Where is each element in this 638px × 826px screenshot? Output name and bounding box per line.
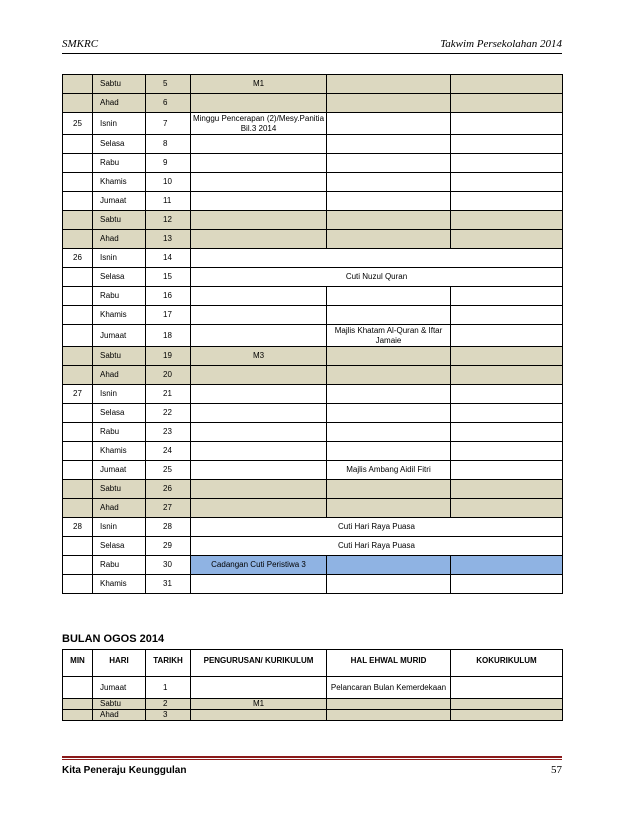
cell-pengurusan (191, 366, 327, 385)
cell-hal-ehwal (327, 556, 451, 575)
table-row (63, 710, 563, 721)
cell-tarikh: 6 (146, 94, 191, 113)
cell-hal-ehwal: Pelancaran Bulan Kemerdekaan (327, 677, 451, 699)
cell-hari: Selasa (93, 268, 146, 287)
cell-hari: Sabtu (93, 75, 146, 94)
cell-tarikh: 23 (146, 423, 191, 442)
cell-hari: Ahad (93, 710, 146, 721)
cell-min (63, 480, 93, 499)
table-row (63, 423, 563, 442)
footer-motto: Kita Peneraju Keunggulan (62, 765, 187, 776)
cell-hari: Khamis (93, 306, 146, 325)
cell-hari: Ahad (93, 94, 146, 113)
cell-min (63, 287, 93, 306)
cell-event-span: Cuti Hari Raya Puasa (191, 518, 563, 537)
header-school: SMKRC (62, 38, 99, 50)
cell-kokurikulum (451, 230, 563, 249)
cell-hari: Ahad (93, 366, 146, 385)
page-number: 57 (551, 764, 562, 776)
cell-tarikh: 12 (146, 211, 191, 230)
cell-pengurusan: M1 (191, 75, 327, 94)
table-row (63, 287, 563, 306)
cell-hari: Selasa (93, 537, 146, 556)
header-rule (62, 53, 562, 54)
cell-pengurusan (191, 710, 327, 721)
cell-tarikh: 2 (146, 699, 191, 710)
cell-kokurikulum (451, 287, 563, 306)
cell-hal-ehwal (327, 699, 451, 710)
cell-min (63, 306, 93, 325)
table-row (63, 385, 563, 404)
cell-kokurikulum (451, 499, 563, 518)
cell-min (63, 404, 93, 423)
cell-kokurikulum (451, 192, 563, 211)
cell-hari: Khamis (93, 173, 146, 192)
table-row (63, 575, 563, 594)
table-row (63, 94, 563, 113)
cell-pengurusan (191, 499, 327, 518)
cell-pengurusan (191, 306, 327, 325)
cell-pengurusan: Minggu Pencerapan (2)/Mesy.Panitia Bil.3 2014 (191, 113, 327, 135)
cell-pengurusan: M1 (191, 699, 327, 710)
cell-tarikh: 31 (146, 575, 191, 594)
cell-min (63, 230, 93, 249)
table-row (63, 366, 563, 385)
cell-kokurikulum (451, 173, 563, 192)
cell-hal-ehwal (327, 710, 451, 721)
table-row (63, 173, 563, 192)
table-row (63, 480, 563, 499)
cell-hari: Jumaat (93, 325, 146, 347)
cell-tarikh: 30 (146, 556, 191, 575)
cell-hari: Rabu (93, 556, 146, 575)
cell-tarikh: 8 (146, 135, 191, 154)
table-row (63, 135, 563, 154)
table-row (63, 518, 563, 537)
cell-hari: Sabtu (93, 211, 146, 230)
cell-kokurikulum (451, 575, 563, 594)
cell-tarikh: 16 (146, 287, 191, 306)
cell-hari: Isnin (93, 518, 146, 537)
table-row (63, 154, 563, 173)
cell-min (63, 677, 93, 699)
cell-min (63, 75, 93, 94)
cell-min (63, 442, 93, 461)
col-header-kokurikulum: KOKURIKULUM (451, 650, 563, 677)
cell-tarikh: 3 (146, 710, 191, 721)
cell-hal-ehwal (327, 173, 451, 192)
cell-kokurikulum (451, 75, 563, 94)
cell-event-span: Cuti Nuzul Quran (191, 268, 563, 287)
table-row (63, 699, 563, 710)
cell-hal-ehwal (327, 192, 451, 211)
cell-hal-ehwal (327, 442, 451, 461)
cell-min (63, 154, 93, 173)
cell-hal-ehwal (327, 135, 451, 154)
cell-hal-ehwal (327, 499, 451, 518)
cell-hal-ehwal (327, 211, 451, 230)
col-header-hari: HARI (93, 650, 146, 677)
cell-event-span: Cuti Hari Raya Puasa (191, 537, 563, 556)
cell-kokurikulum (451, 306, 563, 325)
table-row (63, 442, 563, 461)
cell-hari: Jumaat (93, 677, 146, 699)
table-row (63, 75, 563, 94)
col-header-tarikh: TARIKH (146, 650, 191, 677)
cell-pengurusan (191, 230, 327, 249)
cell-min (63, 325, 93, 347)
cell-min (63, 173, 93, 192)
cell-min (63, 575, 93, 594)
cell-hal-ehwal (327, 347, 451, 366)
cell-kokurikulum (451, 385, 563, 404)
cell-pengurusan (191, 480, 327, 499)
cell-tarikh: 17 (146, 306, 191, 325)
cell-pengurusan (191, 325, 327, 347)
cell-min (63, 94, 93, 113)
cell-min (63, 461, 93, 480)
cell-tarikh: 9 (146, 154, 191, 173)
cell-kokurikulum (451, 211, 563, 230)
cell-kokurikulum (451, 113, 563, 135)
cell-hari: Ahad (93, 230, 146, 249)
cell-pengurusan (191, 575, 327, 594)
cell-kokurikulum (451, 366, 563, 385)
cell-kokurikulum (451, 480, 563, 499)
cell-kokurikulum (451, 677, 563, 699)
cell-tarikh: 20 (146, 366, 191, 385)
cell-kokurikulum (451, 404, 563, 423)
cell-pengurusan (191, 135, 327, 154)
footer-rule-thin (62, 759, 562, 760)
cell-event-span (191, 249, 563, 268)
cell-hal-ehwal (327, 287, 451, 306)
cell-kokurikulum (451, 461, 563, 480)
table-row (63, 325, 563, 347)
cell-tarikh: 5 (146, 75, 191, 94)
cell-hari: Sabtu (93, 347, 146, 366)
cell-pengurusan (191, 173, 327, 192)
cell-hal-ehwal (327, 480, 451, 499)
cell-hari: Selasa (93, 404, 146, 423)
cell-hari: Khamis (93, 442, 146, 461)
cell-pengurusan (191, 287, 327, 306)
col-header-pengurusan: PENGURUSAN/ KURIKULUM (191, 650, 327, 677)
cell-min (63, 366, 93, 385)
table-row (63, 249, 563, 268)
cell-kokurikulum (451, 347, 563, 366)
table-row (63, 499, 563, 518)
cell-tarikh: 27 (146, 499, 191, 518)
cell-hal-ehwal (327, 113, 451, 135)
cell-tarikh: 26 (146, 480, 191, 499)
cell-hari: Sabtu (93, 480, 146, 499)
cell-tarikh: 21 (146, 385, 191, 404)
cell-pengurusan (191, 677, 327, 699)
cell-min: 25 (63, 113, 93, 135)
cell-min (63, 710, 93, 721)
col-header-hal-ehwal: HAL EHWAL MURID (327, 650, 451, 677)
cell-pengurusan (191, 442, 327, 461)
cell-pengurusan (191, 211, 327, 230)
cell-pengurusan (191, 423, 327, 442)
cell-kokurikulum (451, 135, 563, 154)
cell-kokurikulum (451, 699, 563, 710)
cell-hal-ehwal (327, 575, 451, 594)
cell-hal-ehwal (327, 306, 451, 325)
table-header-row (63, 650, 563, 677)
cell-kokurikulum (451, 710, 563, 721)
cell-hal-ehwal (327, 385, 451, 404)
cell-min (63, 268, 93, 287)
cell-tarikh: 14 (146, 249, 191, 268)
cell-tarikh: 19 (146, 347, 191, 366)
cell-min (63, 556, 93, 575)
table-row (63, 192, 563, 211)
cell-pengurusan (191, 385, 327, 404)
cell-hal-ehwal (327, 230, 451, 249)
table-row (63, 268, 563, 287)
cell-hal-ehwal (327, 366, 451, 385)
cell-hal-ehwal (327, 75, 451, 94)
cell-min (63, 699, 93, 710)
cell-hal-ehwal (327, 94, 451, 113)
cell-min (63, 347, 93, 366)
table-row (63, 677, 563, 699)
month-title-ogos: BULAN OGOS 2014 (62, 633, 165, 645)
cell-min (63, 499, 93, 518)
cell-hal-ehwal (327, 154, 451, 173)
cell-tarikh: 28 (146, 518, 191, 537)
cell-hal-ehwal: Majlis Ambang Aidil Fitri (327, 461, 451, 480)
cell-hal-ehwal (327, 423, 451, 442)
cell-min (63, 192, 93, 211)
cell-tarikh: 1 (146, 677, 191, 699)
table-row (63, 404, 563, 423)
calendar-table-ogos (62, 649, 563, 721)
cell-tarikh: 10 (146, 173, 191, 192)
cell-pengurusan (191, 94, 327, 113)
cell-kokurikulum (451, 423, 563, 442)
cell-hari: Sabtu (93, 699, 146, 710)
cell-pengurusan (191, 461, 327, 480)
cell-min (63, 537, 93, 556)
table-row (63, 556, 563, 575)
cell-tarikh: 29 (146, 537, 191, 556)
cell-min (63, 135, 93, 154)
cell-hari: Isnin (93, 385, 146, 404)
cell-tarikh: 13 (146, 230, 191, 249)
cell-tarikh: 15 (146, 268, 191, 287)
cell-hari: Rabu (93, 423, 146, 442)
cell-kokurikulum (451, 556, 563, 575)
cell-hal-ehwal (327, 404, 451, 423)
cell-tarikh: 25 (146, 461, 191, 480)
cell-hari: Jumaat (93, 192, 146, 211)
cell-min: 26 (63, 249, 93, 268)
cell-tarikh: 18 (146, 325, 191, 347)
cell-tarikh: 22 (146, 404, 191, 423)
cell-kokurikulum (451, 94, 563, 113)
cell-hari: Rabu (93, 154, 146, 173)
cell-kokurikulum (451, 442, 563, 461)
cell-pengurusan (191, 154, 327, 173)
table-row (63, 113, 563, 135)
calendar-table-july (62, 74, 563, 594)
table-row (63, 306, 563, 325)
cell-min (63, 211, 93, 230)
cell-tarikh: 11 (146, 192, 191, 211)
table-row (63, 537, 563, 556)
cell-pengurusan: Cadangan Cuti Peristiwa 3 (191, 556, 327, 575)
footer-rule-thick (62, 756, 562, 758)
cell-tarikh: 7 (146, 113, 191, 135)
cell-hari: Jumaat (93, 461, 146, 480)
cell-hari: Isnin (93, 113, 146, 135)
cell-tarikh: 24 (146, 442, 191, 461)
cell-min: 27 (63, 385, 93, 404)
col-header-min: MIN (63, 650, 93, 677)
cell-hal-ehwal: Majlis Khatam Al-Quran & Iftar Jamaie (327, 325, 451, 347)
header-document-title: Takwim Persekolahan 2014 (440, 38, 562, 50)
cell-hari: Selasa (93, 135, 146, 154)
cell-hari: Isnin (93, 249, 146, 268)
table-row (63, 461, 563, 480)
cell-kokurikulum (451, 325, 563, 347)
table-row (63, 347, 563, 366)
table-row (63, 230, 563, 249)
cell-min (63, 423, 93, 442)
cell-pengurusan (191, 192, 327, 211)
cell-pengurusan: M3 (191, 347, 327, 366)
cell-hari: Rabu (93, 287, 146, 306)
cell-hari: Khamis (93, 575, 146, 594)
cell-hari: Ahad (93, 499, 146, 518)
cell-kokurikulum (451, 154, 563, 173)
cell-pengurusan (191, 404, 327, 423)
table-row (63, 211, 563, 230)
cell-min: 28 (63, 518, 93, 537)
